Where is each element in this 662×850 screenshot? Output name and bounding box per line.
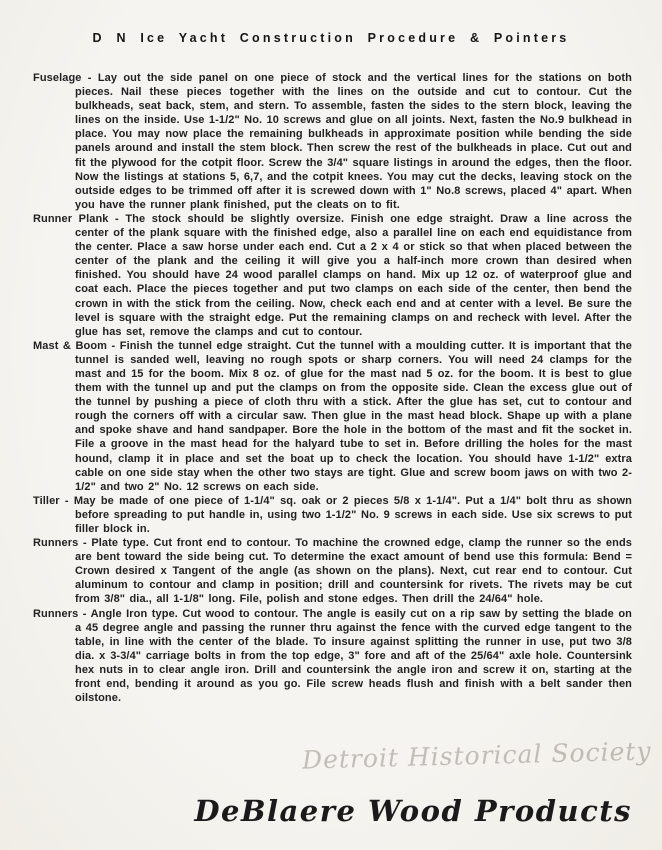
section-label: Tiller xyxy=(33,494,60,507)
section-tiller xyxy=(33,494,632,536)
section-text: Finish the tunnel edge straight. Cut the tunnel with a moulding cutter. It is important that the tunnel is sanded well, leaving no rough spots or sharp corners. You will need 24 clamps for the mast and 15 for the boom. Mix 8 oz. of glue for the mast nad 5 oz. for the boom. It is best to glue them with the tunnel up and put the clamps on from the opposite side. Clean the excess glue out of the tunnel by pushing a piece of cloth thru with a stick. After the glue has set, cut to contour and rough the corners off with a circular saw. Then glue in the mast head block. Shape up with a plane and spoke shave and hand sandpaper. Bore the hole in the bottom of the mast and fit the socket in. File a groove in the mast head for the halyard tube to set in. Before drilling the holes for the mast hound, clamp it in place and set the boat up to check the location. You should have 1-1/2" extra cable on one side stay when the other two stays are tight. Glue and screw boom jaws on with two 2-1/2" and two 2" No. 12 screws on each side. xyxy=(75,339,633,493)
section-label: Runners xyxy=(33,607,79,620)
section-label: Runners xyxy=(33,537,79,550)
document-body xyxy=(33,71,632,705)
section-fuselage xyxy=(33,71,632,212)
section-separator: - xyxy=(78,607,91,620)
section-text: May be made of one piece of 1-1/4" sq. oak or 2 pieces 5/8 x 1-1/4". Put a 1/4" bolt thru as shown before spreading to put handle in, using two 1-1/2" No. 9 screws in each side. Use six screws to put filler block in. xyxy=(73,494,632,535)
section-label: Fuselage xyxy=(33,72,82,84)
section-separator: - xyxy=(108,212,126,225)
section-text: The stock should be slightly oversize. Finish one edge straight. Draw a line across the center of the plank square with the finished edge, also a parallel line on each end equidistance from the center. Place a saw horse under each end. Cut a 2 x 4 or stick so that when placed between the center of the plank and the ceiling it will give you a half-inch more crown than desired when finished. You should have 24 wood parallel clamps on hand. Mix up 12 oz. of waterproof glue and coat each. Place the pieces together and put two clamps on each side of the center, then bend the crown in with the stick from the ceiling. Now, check each end and at center with a level. Be sure the level is square with the straight edge. Put the remaining clamps on and recheck with level. After the glue has set, remove the clamps and cut to contour. xyxy=(75,212,632,338)
section-runners-angle-iron-type xyxy=(33,607,632,706)
section-mast-and-boom xyxy=(33,339,632,494)
section-separator: - xyxy=(107,339,120,352)
section-runner-plank xyxy=(33,212,632,339)
signature: DeBlaere Wood Products xyxy=(194,794,632,828)
section-label: Mast & Boom xyxy=(33,339,108,352)
section-label: Runner Plank xyxy=(33,212,109,225)
section-separator: - xyxy=(59,494,74,507)
section-separator: - xyxy=(78,537,92,550)
watermark: Detroit Historical Society xyxy=(302,736,653,775)
section-separator: - xyxy=(81,72,98,84)
section-text: Lay out the side panel on one piece of stock and the vertical lines for the stations on both pieces. Nail these pieces together with the lines on the outside and cut to contour. Cut the bulkheads, seat back, stem, and stern. To assemble, fasten the sides to the stern block, leaving the lines on the inside. Use 1-1/2" No. 10 screws and glue on all joints. Next, fasten the No.9 bulkhead in place. You may now place the remaining bulkheads in approximate position while bending the side panels around and install the stem block. Then screw the rest of the bulkheads in place. Cut out and fit the plywood for the cotpit floor. Screw the 3/4" square listings in around the edges, then the floor. Now the listings at stations 5, 6,7, and the cotpit knees. You may cut the decks, leaving stock on the outside edges to be trimmed off after it is screwed down with 1" No.8 screws, placed 4" apart. When you have the runner plank finished, put the cleats on to fit. xyxy=(75,72,633,211)
section-text: Plate type. Cut front end to contour. To machine the crowned edge, clamp the runner so the ends are bent toward the side being cut. To determine the exact amount of bend use this formula: Bend = Crown desired x Tangent of the angle (as shown on the plans). Next, cut rear end to contour. Cut aluminum to contour and clamp in position; drill and countersink for rivets. The rivets may be cut from 3/8" dia., all 1-1/8" long. File, polish and stone edges. Then drill the 24/64" hole. xyxy=(75,537,632,606)
page-title: D N Ice Yacht Construction Procedure & Pointers xyxy=(92,31,570,45)
section-runners-plate-type xyxy=(33,536,632,606)
section-text: Angle Iron type. Cut wood to contour. The angle is easily cut on a rip saw by setting the blade on a 45 degree angle and passing the runner thru against the fence with the curved edge tangent to the table, in line with the center of the blade. To insure against splitting the runner in use, put two 3/8 dia. x 3-3/4" carriage bolts in from the top edge, 3" fore and aft of the 25/64" axle hole. Countersink hex nuts in to clear angle iron. Drill and countersink the angle iron and screw it on, starting at the front end, bending it around as you go. File screw heads flush and finish with a belt sander then oilstone. xyxy=(75,607,632,705)
